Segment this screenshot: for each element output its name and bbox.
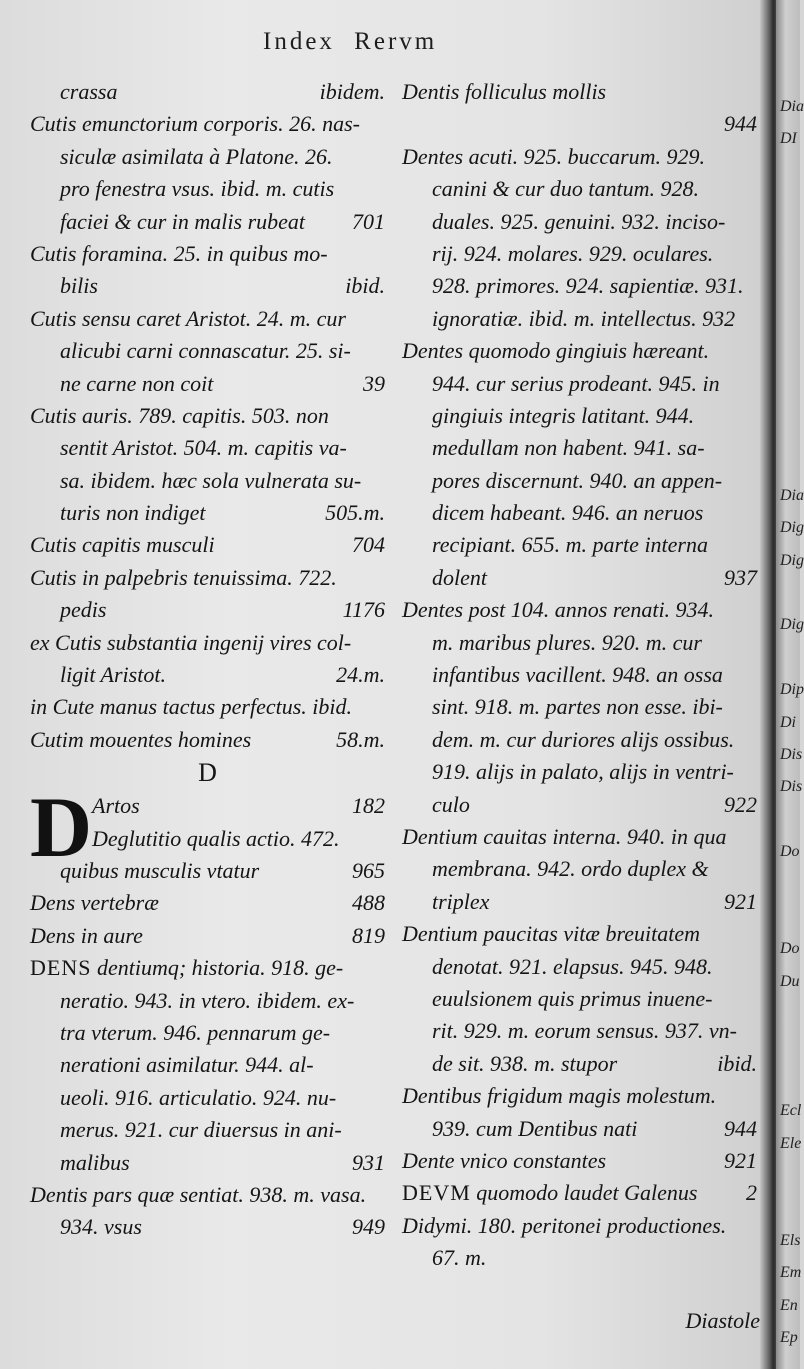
index-entry-line [402, 724, 757, 756]
adjacent-page-text-fragment: Dig [780, 519, 804, 537]
section-letter-heading: D [198, 758, 217, 788]
entry-page-reference: 1176 [342, 597, 385, 623]
entry-text: crassa [60, 79, 118, 104]
entry-page-reference: 937 [724, 564, 757, 590]
index-entry-line [30, 790, 385, 822]
index-entry-line [402, 853, 757, 885]
entry-text: Artos [92, 793, 140, 819]
index-entry-line [402, 627, 757, 659]
entry-text: 939. cum Dentibus nati [432, 1115, 638, 1141]
entry-page-reference: 931 [352, 1149, 385, 1175]
index-entry-line [30, 691, 385, 723]
entry-text: ignoratiæ. ibid. m. intellectus. 932 [432, 305, 736, 331]
entry-text: denotat. 921. elapsus. 945. 948. [432, 953, 713, 979]
entry-text: Cutim mouentes homines [30, 726, 252, 752]
section-d-entries [30, 779, 385, 1243]
index-entry-line [402, 76, 757, 108]
index-entry-line [402, 238, 757, 270]
index-entry-line [402, 529, 757, 561]
index-entry-line [402, 983, 757, 1015]
entry-page-reference: 704 [352, 532, 385, 558]
adjacent-page-text-fragment: Dia [780, 486, 804, 504]
entry-text: 67. m. [432, 1245, 487, 1271]
entry-text: dem. m. cur duriores alijs ossibus. [432, 726, 735, 752]
entry-text: Cutis foramina. 25. in quibus mo- [30, 240, 328, 266]
entry-text: Cutis emunctorium corporis. 26. nas- [30, 111, 360, 137]
entry-text: pedis [60, 597, 107, 623]
index-entry-line [402, 497, 757, 529]
entry-text: ueoli. 916. articulatio. 924. nu- [60, 1084, 337, 1110]
entry-text: rij. 924. molares. 929. oculares. [432, 240, 714, 266]
entry-text: membrana. 942. ordo duplex & [432, 856, 709, 882]
index-entry-line [30, 1049, 385, 1081]
adjacent-page-text-fragment: Do [780, 843, 800, 861]
entry-text: canini & cur duo tantum. 928. [432, 176, 700, 202]
index-entry-line [402, 1080, 757, 1112]
index-entry-line [30, 1147, 385, 1179]
index-entry-line [30, 920, 385, 952]
adjacent-page-text-fragment: Ele [780, 1134, 802, 1152]
index-entry-line [30, 823, 385, 855]
adjacent-page-text-fragment: Do [780, 940, 800, 958]
index-entry-line [402, 918, 757, 950]
entry-page-reference: 949 [352, 1214, 385, 1240]
index-entry-line [402, 821, 757, 853]
entry-text: 919. alijs in palato, alijs in ventri- [432, 759, 734, 785]
index-entry-line [402, 1015, 757, 1047]
entry-text: medullam non habent. 941. sa- [432, 435, 705, 461]
entry-page-reference: 505.m. [325, 500, 385, 526]
entry-text: 944. cur serius prodeant. 945. in [432, 370, 720, 396]
index-entry-line [402, 789, 757, 821]
entry-page-reference: 58.m. [336, 726, 385, 752]
index-entry-line [30, 270, 385, 302]
entry-text: sa. ibidem. hæc sola vulnerata su- [60, 467, 362, 493]
entry-text: 934. vsus [60, 1214, 142, 1240]
adjacent-page-text-fragment: Els [780, 1232, 801, 1249]
index-entry-line [30, 368, 385, 400]
index-entry-line [30, 1114, 385, 1146]
adjacent-page-text-fragment: En [780, 1296, 798, 1314]
entry-text: Dentes post 104. annos renati. 934. [402, 597, 715, 623]
entry-text: Dentes acuti. 925. buccarum. 929. [402, 143, 706, 169]
entry-text: Deglutitio qualis actio. 472. [92, 825, 340, 851]
entry-page-reference: ibidem. [319, 79, 385, 104]
entry-page-reference: 182 [352, 793, 385, 819]
index-entry-line [402, 1113, 757, 1145]
adjacent-page-text-fragment: Dip [780, 681, 804, 699]
index-entry-line [30, 1017, 385, 1049]
entry-text: pores discernunt. 940. an appen- [432, 467, 723, 493]
entry-page-reference: 944 [724, 1115, 757, 1141]
entry-text: de sit. 938. m. stupor [432, 1050, 618, 1076]
adjacent-page-text-fragment: Em [780, 1264, 802, 1282]
index-entry-line [30, 432, 385, 464]
entry-text: Cutis sensu caret Aristot. 24. m. cur [30, 305, 346, 331]
index-entry-line [402, 594, 757, 626]
index-entry-line [30, 497, 385, 529]
entry-text: Dentis pars quæ sentiat. 938. m. vasa. [30, 1181, 367, 1207]
entry-page-reference: 488 [352, 890, 385, 916]
entry-text: duales. 925. genuini. 932. inciso- [432, 208, 726, 234]
adjacent-page-text-fragment: Dig [780, 551, 804, 569]
index-entry-line [30, 141, 385, 173]
entry-page-reference: 819 [352, 922, 385, 948]
entry-text: sentit Aristot. 504. m. capitis va- [60, 435, 347, 461]
adjacent-page-text-fragment: DI [780, 130, 797, 148]
index-entry-line [402, 206, 757, 238]
index-entry-line [402, 400, 757, 432]
index-entry-line [402, 1177, 757, 1209]
index-entry-line [30, 465, 385, 497]
entry-text: ne carne non coit [60, 370, 214, 396]
entry-text: Cutis in palpebris tenuissima. 722. [30, 564, 337, 590]
entry-text: rit. 929. m. eorum sensus. 937. vn- [432, 1018, 737, 1044]
entry-text: merus. 921. cur diuersus in ani- [60, 1117, 342, 1143]
index-entry-line [402, 1145, 757, 1177]
index-entry-line [402, 432, 757, 464]
index-entry-line [402, 756, 757, 788]
adjacent-page-text-fragment: Du [780, 972, 800, 990]
index-entry-line [30, 724, 385, 756]
entry-text: DENS dentiumq; historia. 918. ge- [30, 955, 344, 981]
entry-page-reference: 944 [724, 111, 757, 137]
entry-text: Dens in aure [30, 922, 143, 948]
index-entry-line [30, 887, 385, 919]
index-entry-line [30, 238, 385, 270]
entry-page-reference: ibid. [345, 273, 385, 299]
entry-text: in Cute manus tactus perfectus. ibid. [30, 694, 353, 720]
adjacent-page-text-fragment: Dis [780, 778, 803, 796]
entry-text: ex Cutis substantia ingenij vires col- [30, 629, 352, 655]
running-head-word-1: Index [263, 28, 335, 55]
entry-page-reference: 39 [363, 370, 385, 396]
entry-text: infantibus vacillent. 948. an ossa [432, 662, 723, 688]
entry-text: DEVM quomodo laudet Galenus [402, 1180, 698, 1206]
entry-text: m. maribus plures. 920. m. cur [432, 629, 702, 655]
entry-page-reference: 965 [352, 857, 385, 883]
index-entry-line [30, 659, 385, 691]
adjacent-page-text-fragment: Dia [780, 98, 804, 115]
right-column [402, 76, 757, 1274]
index-entry-line [30, 1082, 385, 1114]
index-entry-line [30, 206, 385, 238]
entry-text: Dentibus frigidum magis molestum. [402, 1083, 717, 1109]
index-entry-line [30, 335, 385, 367]
entry-text: sint. 918. m. partes non esse. ibi- [432, 694, 723, 720]
index-entry-line [402, 951, 757, 983]
index-entry-line [30, 108, 385, 140]
index-entry-line [402, 141, 757, 173]
entry-text: Didymi. 180. peritonei productiones. [402, 1212, 727, 1238]
entry-text: Dentium paucitas vitæ breuitatem [402, 921, 700, 947]
index-entry-line [30, 1211, 385, 1243]
entry-text: triplex [432, 888, 490, 914]
index-entry-line [402, 659, 757, 691]
entry-text: tra vterum. 946. pennarum ge- [60, 1019, 331, 1045]
entry-page-reference: 922 [724, 791, 757, 817]
entry-text: Dente vnico constantes [402, 1147, 607, 1173]
entry-text: turis non indiget [60, 500, 206, 526]
drop-cap-initial: D [30, 779, 93, 876]
adjacent-page-text-fragment: Dis [780, 746, 803, 763]
running-head [263, 28, 437, 56]
index-entry-line [30, 400, 385, 432]
adjacent-page-text-fragment: Di [780, 713, 796, 731]
running-head-word-2: Rervm [354, 28, 438, 55]
index-entry-line [30, 529, 385, 561]
entry-text: alicubi carni connascatur. 25. si- [60, 338, 351, 364]
index-entry-line [30, 303, 385, 335]
entry-text: dicem habeant. 946. an neruos [432, 500, 704, 526]
index-entry-line [30, 562, 385, 594]
index-entry-line [30, 1179, 385, 1211]
entry-text: nerationi asimilatur. 944. al- [60, 1052, 314, 1078]
index-entry-line [402, 886, 757, 918]
entry-page-reference: 921 [724, 1147, 757, 1173]
index-entry-line [402, 1048, 757, 1080]
index-entry-line [30, 594, 385, 626]
index-entry-line [402, 465, 757, 497]
index-entry-line [30, 855, 385, 887]
entry-text: dolent [432, 564, 487, 590]
index-entry-line [402, 303, 757, 335]
entry-text: 928. primores. 924. sapientiæ. 931. [432, 273, 744, 299]
index-entry-line [30, 76, 385, 108]
entry-text: Cutis auris. 789. capitis. 503. non [30, 402, 329, 428]
entry-text: Dentes quomodo gingiuis hæreant. [402, 338, 710, 364]
entry-text: culo [432, 791, 470, 817]
entry-page-reference: 24.m. [336, 662, 385, 688]
catchword: Diastole [685, 1308, 760, 1333]
index-entry-line [30, 173, 385, 205]
entry-text: siculæ asimilata à Platone. 26. [60, 143, 333, 169]
index-entry-line [30, 627, 385, 659]
adjacent-page-edge [776, 0, 804, 1369]
adjacent-page-text-fragment: Ep [780, 1329, 798, 1347]
adjacent-page-text-fragment: Dig [780, 616, 804, 634]
entry-text: malibus [60, 1149, 130, 1175]
index-entry-line [402, 335, 757, 367]
entry-text: faciei & cur in malis rubeat [60, 208, 306, 234]
left-column [30, 76, 385, 1244]
index-entry-line [30, 985, 385, 1017]
entry-page-reference: 701 [352, 208, 385, 234]
index-entry-line [402, 1242, 757, 1274]
entry-text: ligit Aristot. [60, 662, 166, 688]
entry-text: Cutis capitis musculi [30, 532, 215, 558]
entry-text: Dentis folliculus mollis [402, 79, 607, 104]
index-entry-line [402, 173, 757, 205]
entry-text: Dens vertebræ [30, 890, 159, 916]
entry-page-reference: 2 [746, 1180, 757, 1206]
index-entry-line [402, 270, 757, 302]
index-entry-line [402, 691, 757, 723]
entry-text: neratio. 943. in vtero. ibidem. ex- [60, 987, 355, 1013]
entry-page-reference: 921 [724, 888, 757, 914]
entry-text: Dentium cauitas interna. 940. in qua [402, 823, 727, 849]
index-entry-line [30, 952, 385, 984]
index-entry-line [402, 368, 757, 400]
entry-text: gingiuis integris latitant. 944. [432, 402, 695, 428]
entry-page-reference: ibid. [717, 1050, 757, 1076]
entry-text: recipiant. 655. m. parte interna [432, 532, 708, 558]
adjacent-page-text-fragment: Ecl [780, 1102, 802, 1120]
entry-text: euulsionem quis primus inuene- [432, 985, 713, 1011]
index-entry-line [402, 562, 757, 594]
entry-text: quibus musculis vtatur [60, 857, 260, 883]
entry-text: bilis [60, 273, 98, 299]
index-entry-line [402, 108, 757, 140]
index-entry-line [402, 1210, 757, 1242]
entry-text: pro fenestra vsus. ibid. m. cutis [60, 176, 335, 202]
